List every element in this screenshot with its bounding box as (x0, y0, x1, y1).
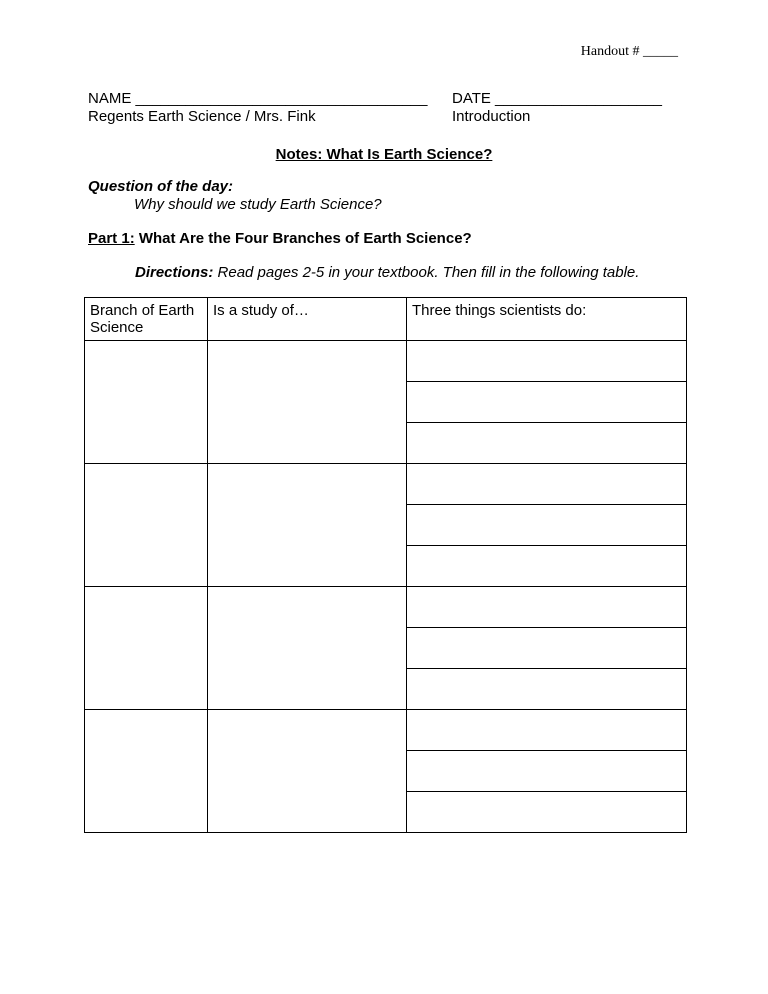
branch-cell[interactable] (85, 587, 208, 710)
course-name: Regents Earth Science / Mrs. Fink (88, 108, 316, 125)
branch-cell[interactable] (85, 710, 208, 833)
part-1-label: Part 1: (88, 230, 135, 247)
study-cell[interactable] (208, 587, 407, 710)
page-title: Notes: What Is Earth Science? (275, 146, 493, 163)
header-right (452, 90, 662, 126)
thing-cell[interactable] (407, 423, 687, 464)
thing-cell[interactable] (407, 546, 687, 587)
part-1-heading (88, 230, 472, 247)
thing-cell[interactable] (407, 464, 687, 505)
header-branch: Branch of Earth Science (85, 298, 208, 341)
table-row (85, 464, 687, 505)
table-row (85, 587, 687, 628)
branch-cell[interactable] (85, 464, 208, 587)
thing-cell[interactable] (407, 792, 687, 833)
thing-cell[interactable] (407, 505, 687, 546)
question-label: Question of the day: (88, 178, 234, 195)
part-1-text: What Are the Four Branches of Earth Science? (134, 230, 472, 247)
thing-cell[interactable] (407, 751, 687, 792)
thing-cell[interactable] (407, 382, 687, 423)
table-row (85, 710, 687, 751)
table-header-row (85, 298, 687, 341)
directions-text: Read pages 2-5 in your textbook. Then fill in the following table. (213, 264, 640, 281)
thing-cell[interactable] (407, 669, 687, 710)
directions-label: Directions: (135, 264, 214, 281)
branches-table (84, 297, 687, 833)
header-study-of: Is a study of… (208, 298, 407, 341)
thing-cell[interactable] (407, 341, 687, 382)
thing-cell[interactable] (407, 628, 687, 669)
handout-number: Handout # _____ (580, 44, 678, 59)
study-cell[interactable] (208, 710, 407, 833)
thing-cell[interactable] (407, 710, 687, 751)
question-text: Why should we study Earth Science? (134, 196, 382, 213)
header-three-things: Three things scientists do: (407, 298, 687, 341)
date-line: DATE ____________________ (452, 90, 662, 107)
unit-name: Introduction (452, 108, 531, 125)
directions (135, 264, 639, 281)
table-row (85, 341, 687, 382)
study-cell[interactable] (208, 464, 407, 587)
thing-cell[interactable] (407, 587, 687, 628)
header-left (88, 90, 428, 126)
name-line: NAME ___________________________________ (88, 90, 428, 107)
branch-cell[interactable] (85, 341, 208, 464)
question-of-the-day (88, 178, 382, 214)
study-cell[interactable] (208, 341, 407, 464)
